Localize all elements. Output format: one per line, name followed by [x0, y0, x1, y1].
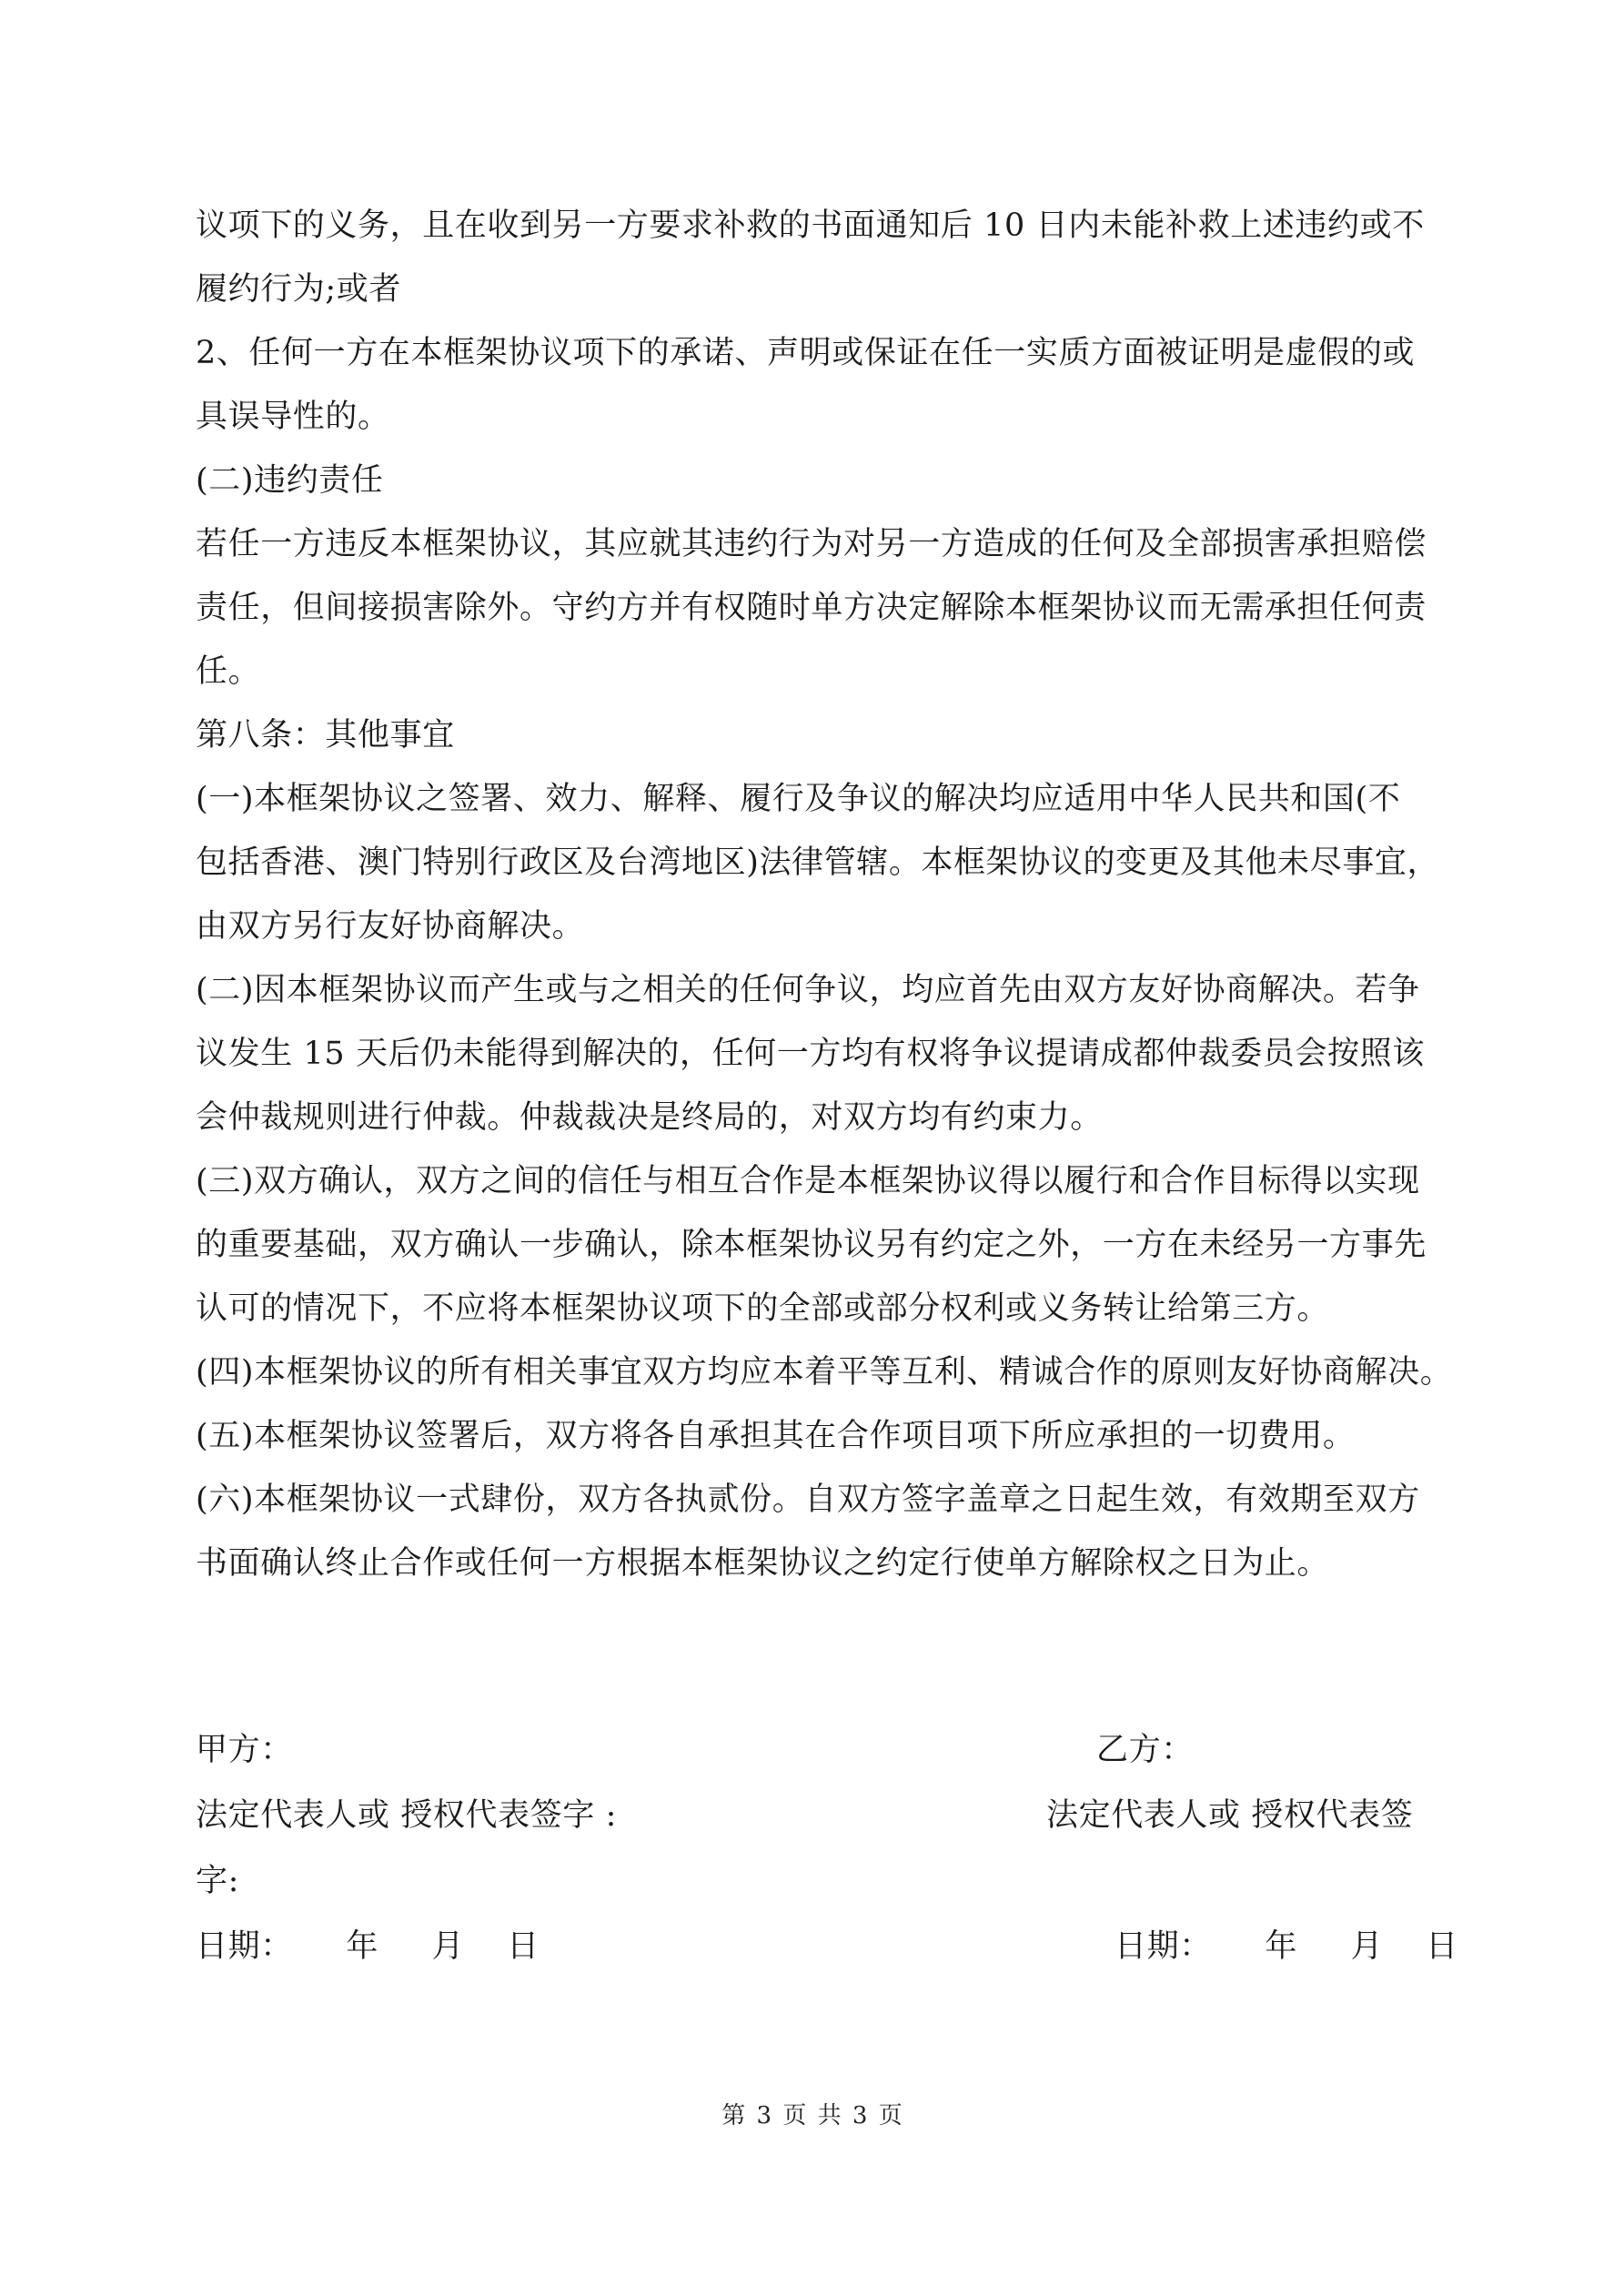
body-line: 若任一方违反本框架协议，其应就其违约行为对另一方造成的任何及全部损害承担赔偿	[196, 526, 1427, 562]
party-a-date: 日期： 年 月 日	[196, 1928, 540, 1965]
body-line: (六)本框架协议一式肆份，双方各执贰份。自双方签字盖章之日起生效，有效期至双方	[196, 1482, 1420, 1518]
body-line: 具误导性的。	[196, 399, 390, 435]
party-b-representative: 法定代表人或 授权代表签	[1046, 1797, 1414, 1834]
body-line: 包括香港、澳门特别行政区及台湾地区)法律管辖。本框架协议的变更及其他未尽事宜，	[196, 845, 1440, 881]
body-line: (五)本框架协议签署后，双方将各自承担其在合作项目项下所应承担的一切费用。	[196, 1418, 1356, 1454]
party-b-date: 日期： 年 月 日	[1115, 1928, 1458, 1965]
body-line: 由双方另行友好协商解决。	[196, 908, 585, 945]
party-b-label: 乙方：	[1096, 1732, 1194, 1768]
body-line: (四)本框架协议的所有相关事宜双方均应本着平等互利、精诚合作的原则友好协商解决。	[196, 1354, 1453, 1391]
body-line: 履约行为;或者	[196, 271, 401, 308]
body-line: (二)因本框架协议而产生或与之相关的任何争议，均应首先由双方友好协商解决。若争	[196, 972, 1420, 1008]
page-number: 第 3 页 共 3 页	[721, 2102, 903, 2129]
body-line: 责任，但间接损害除外。守约方并有权随时单方决定解除本框架协议而无需承担任何责	[196, 590, 1427, 626]
body-line: 任。	[196, 653, 261, 690]
section-heading: (二)违约责任	[196, 462, 384, 499]
body-line: 会仲裁规则进行仲裁。仲裁裁决是终局的，对双方均有约束力。	[196, 1099, 1103, 1136]
article-heading: 第八条：其他事宜	[196, 717, 455, 754]
body-line: (一)本框架协议之签署、效力、解释、履行及争议的解决均应适用中华人民共和国(不	[196, 781, 1401, 817]
body-line: 2、任何一方在本框架协议项下的承诺、声明或保证在任一实质方面被证明是虚假的或	[196, 335, 1416, 371]
body-line: 议项下的义务，且在收到另一方要求补救的书面通知后 10 日内未能补救上述违约或不	[196, 207, 1425, 244]
body-line: 议发生 15 天后仍未能得到解决的，任何一方均有权将争议提请成都仲裁委员会按照该	[196, 1036, 1425, 1072]
party-a-label: 甲方：	[196, 1732, 293, 1768]
body-line: 的重要基础，双方确认一步确认，除本框架协议另有约定之外，一方在未经另一方事先	[196, 1227, 1427, 1263]
party-a-representative-wrap: 字:	[196, 1863, 239, 1899]
body-line: 书面确认终止合作或任何一方根据本框架协议之约定行使单方解除权之日为止。	[196, 1545, 1330, 1582]
party-a-representative: 法定代表人或 授权代表签字 :	[196, 1797, 618, 1834]
body-line: (三)双方确认，双方之间的信任与相互合作是本框架协议得以履行和合作目标得以实现	[196, 1163, 1420, 1199]
body-line: 认可的情况下，不应将本框架协议项下的全部或部分权利或义务转让给第三方。	[196, 1290, 1330, 1327]
